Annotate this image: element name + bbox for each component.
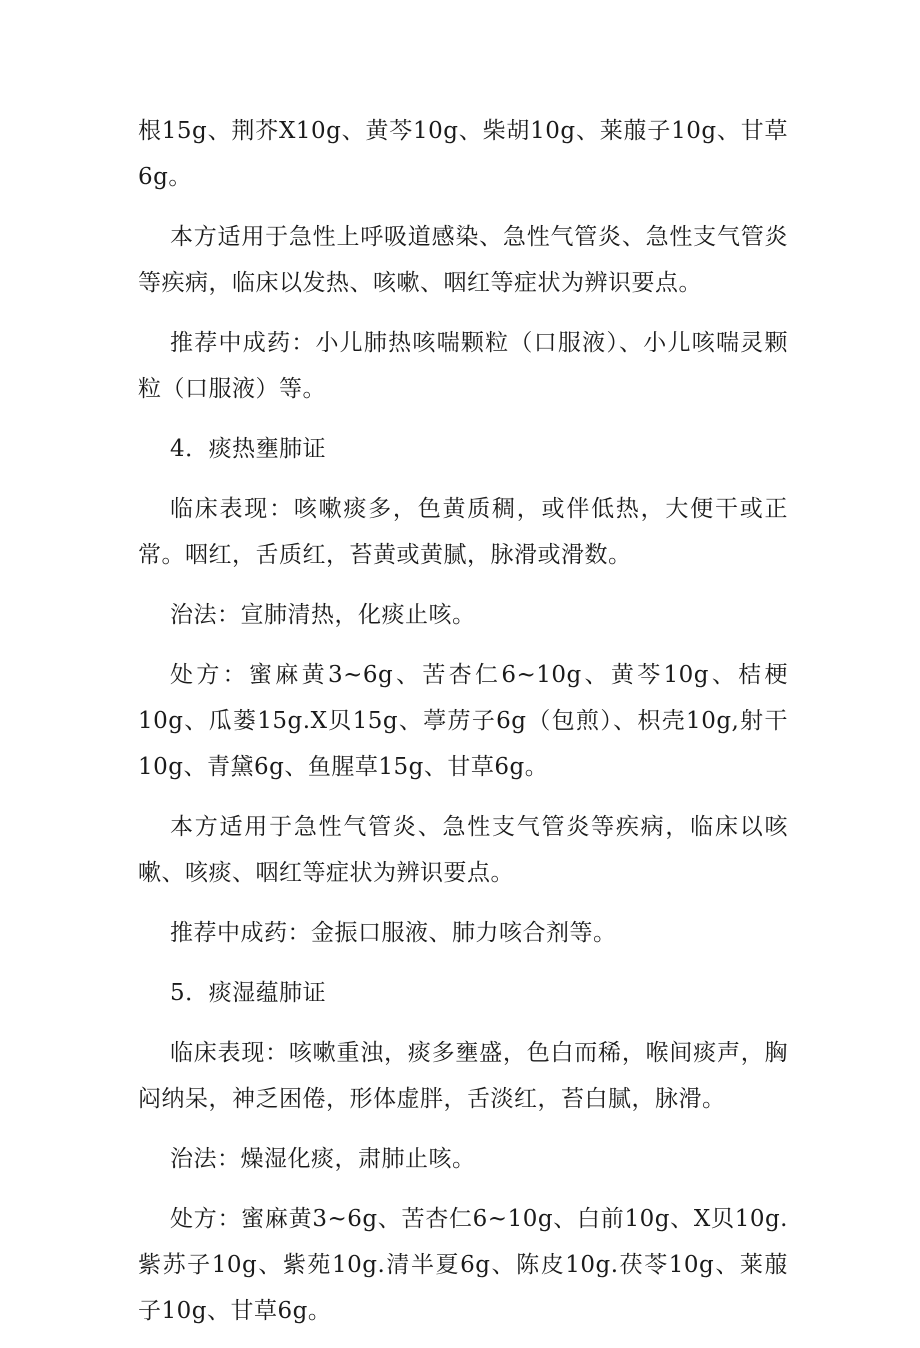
document-body [138,108,788,1348]
section-heading-4: 4．痰热壅肺证 [170,436,327,462]
paragraph-indications: 本方适用于急性气管炎、急性支气管炎等疾病，临床以咳嗽、咳痰、咽红等症状为辨识要点。 [138,814,788,886]
paragraph-indications: 本方适用于急性上呼吸道感染、急性气管炎、急性支气管炎等疾病，临床以发热、咳嗽、咽红等症状为辨识要点。 [138,224,788,296]
paragraph-clinical-manifestation: 临床表现：咳嗽痰多，色黄质稠，或伴低热，大便干或正常。咽红，舌质红，苔黄或黄腻，脉滑或滑数。 [138,496,788,568]
paragraph-prescription: 处方：蜜麻黄3~6g、苦杏仁6~10g、白前10g、X贝10g.紫苏子10g、紫苑10g.清半夏6g、陈皮10g.茯苓10g、莱菔子10g、甘草6g。 [138,1206,788,1324]
paragraph-recommended-medicine: 推荐中成药：金振口服液、肺力咳合剂等。 [170,920,617,946]
paragraph-treatment: 治法：宣肺清热，化痰止咳。 [170,602,476,628]
paragraph-prescription-tail: 根15g、荆芥X10g、黄芩10g、柴胡10g、莱菔子10g、甘草6g。 [138,118,788,190]
paragraph-clinical-manifestation: 临床表现：咳嗽重浊，痰多壅盛，色白而稀，喉间痰声，胸闷纳呆，神乏困倦，形体虚胖，舌淡红，苔白腻，脉滑。 [138,1040,788,1112]
section-heading-5: 5．痰湿蕴肺证 [170,980,327,1006]
paragraph-recommended-medicine: 推荐中成药：小儿肺热咳喘颗粒（口服液）、小儿咳喘灵颗粒（口服液）等。 [138,330,788,402]
paragraph-prescription: 处方：蜜麻黄3~6g、苦杏仁6~10g、黄芩10g、桔梗10g、瓜蒌15g.X贝15g、葶苈子6g（包煎）、枳壳10g,射干10g、青黛6g、鱼腥草15g、甘草6g。 [138,662,788,780]
paragraph-treatment: 治法：燥湿化痰，肃肺止咳。 [170,1146,476,1172]
